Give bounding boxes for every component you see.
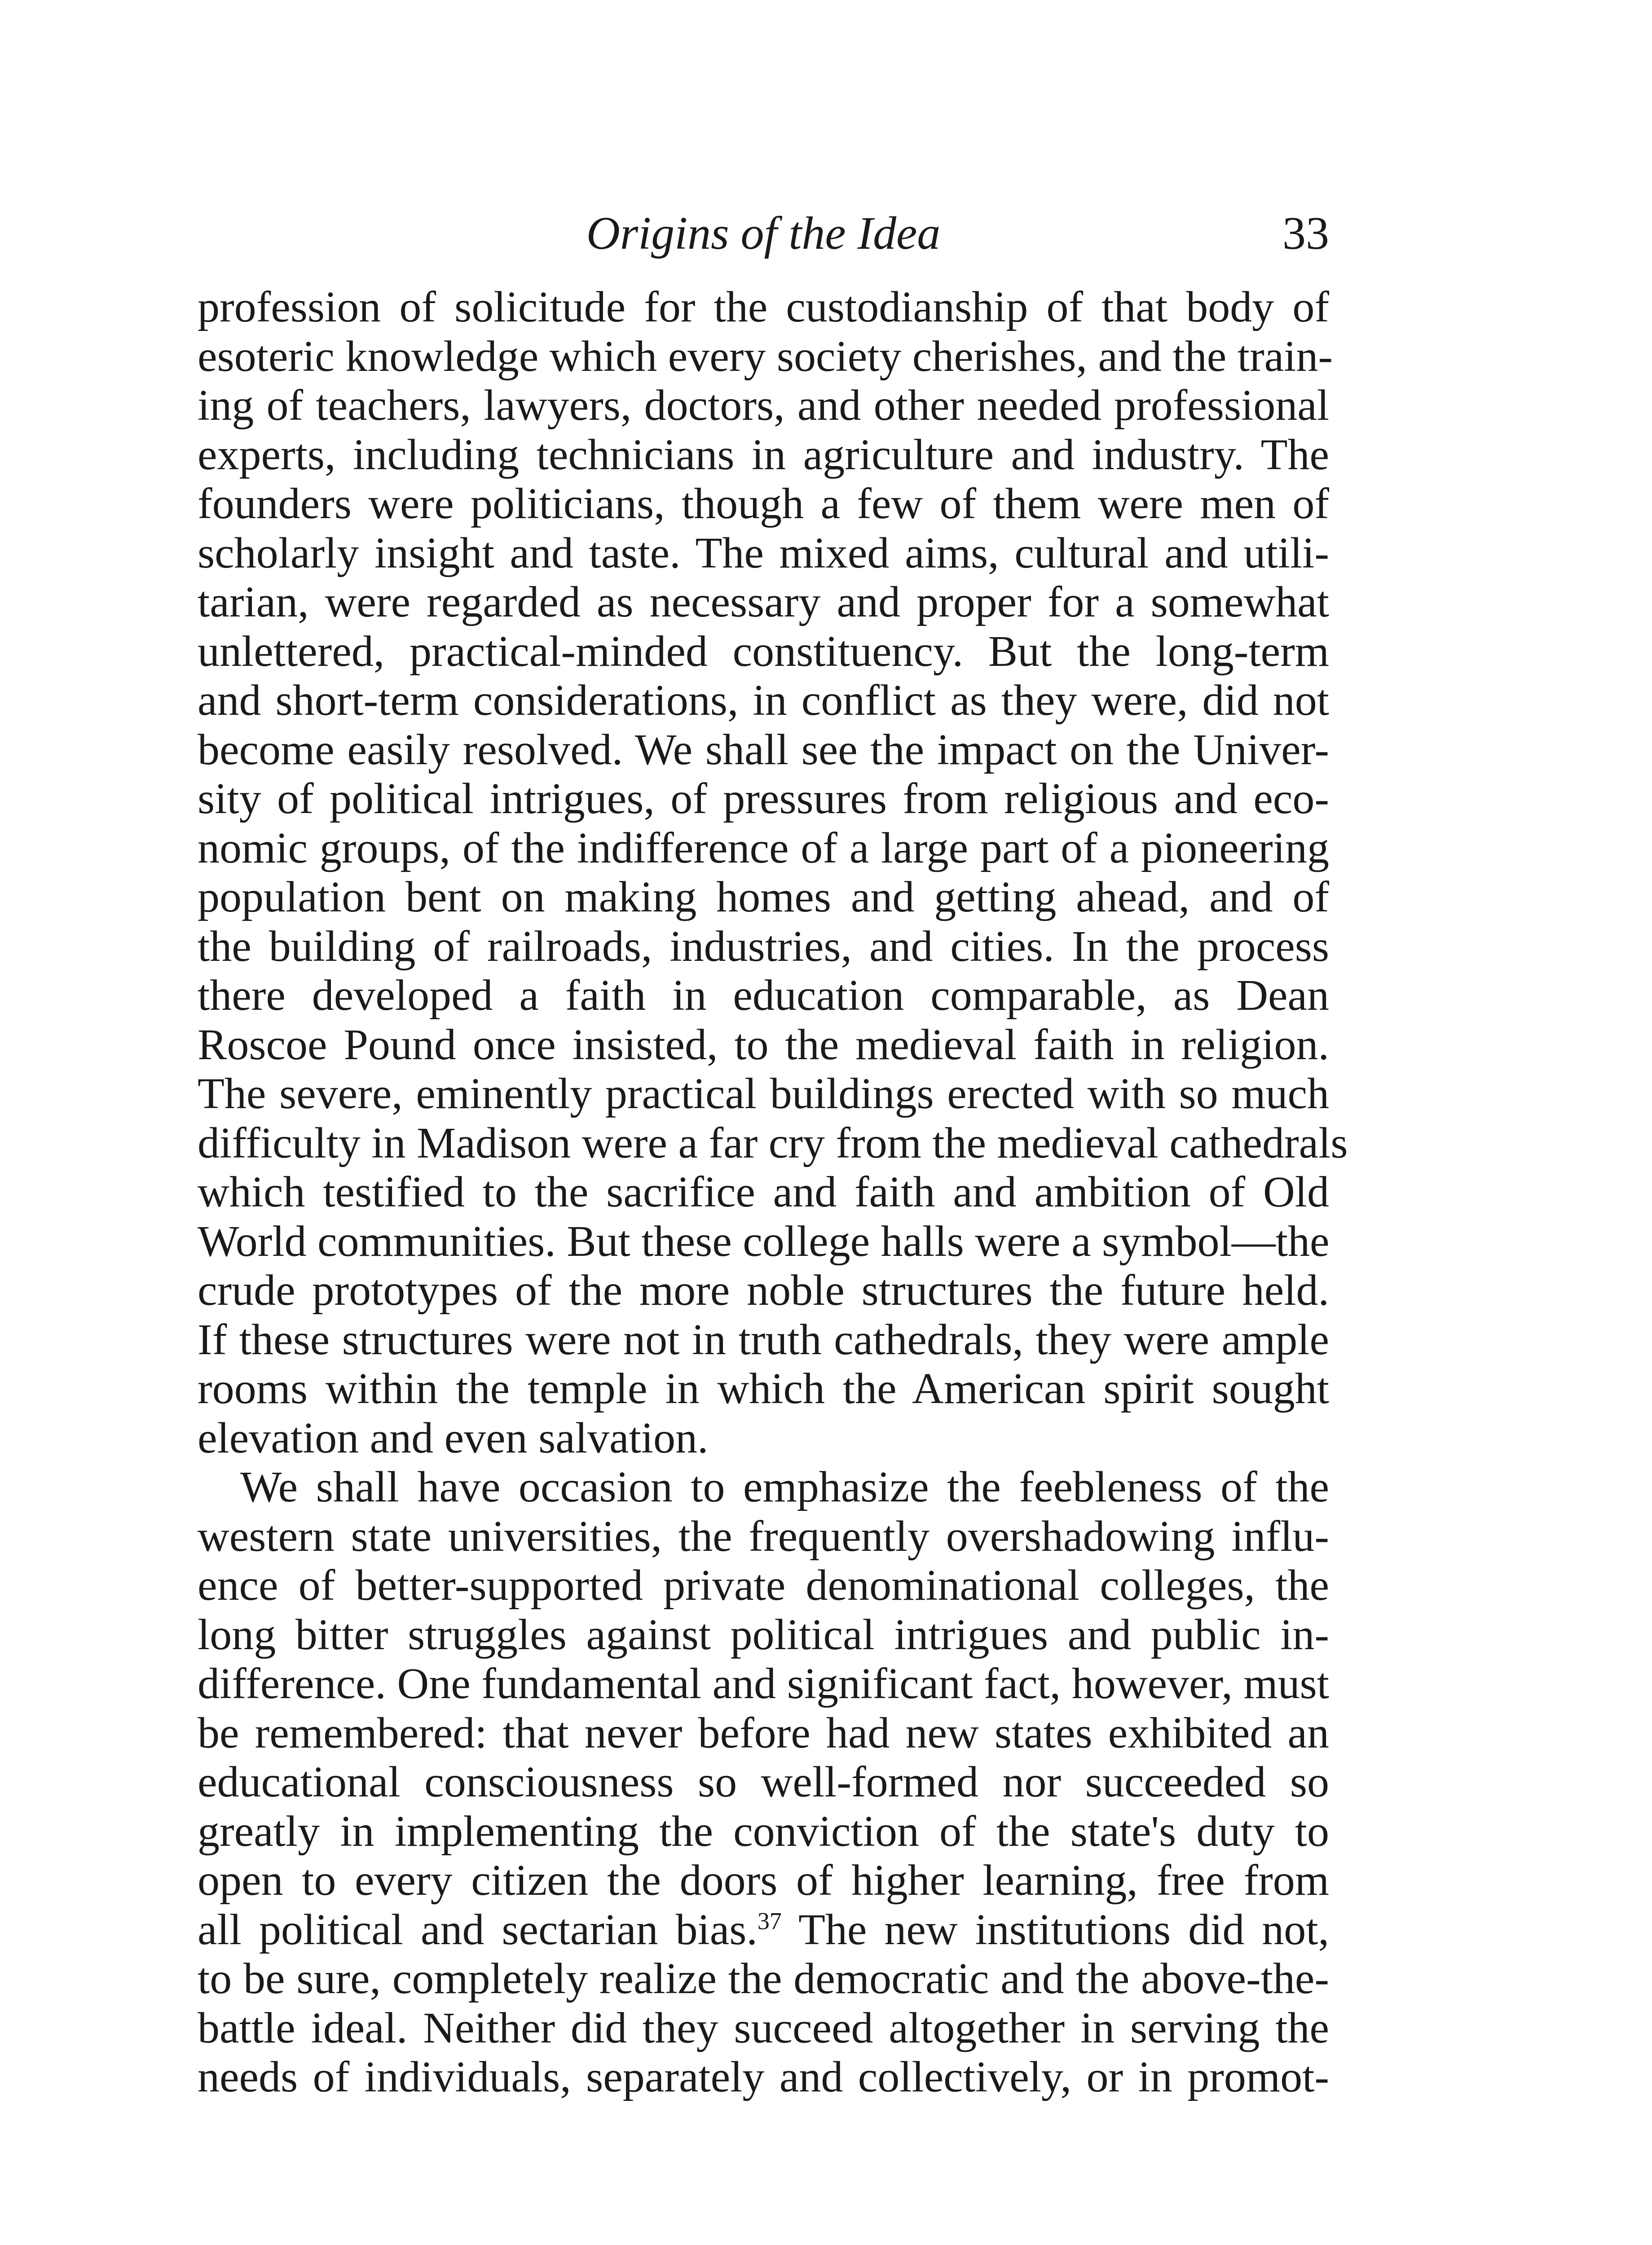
text-line: rooms within the temple in which the American spirit sought bbox=[198, 1365, 1329, 1413]
text-line: open to every citizen the doors of higher learning, free from bbox=[198, 1856, 1329, 1905]
text-line: scholarly insight and taste. The mixed aims, cultural and utili- bbox=[198, 528, 1329, 577]
footnote-reference[interactable]: 37 bbox=[757, 1907, 782, 1934]
text-line: the building of railroads, industries, and cities. In the process bbox=[198, 922, 1329, 971]
text-line: esoteric knowledge which every society cherishes, and the train- bbox=[198, 332, 1333, 381]
text-line: needs of individuals, separately and collectively, or in promot- bbox=[198, 2053, 1329, 2101]
text-line: unlettered, practical-minded constituency. But the long-term bbox=[198, 627, 1329, 676]
text-line: founders were politicians, though a few of them were men of bbox=[198, 480, 1329, 528]
text-line: nomic groups, of the indifference of a large part of a pioneering bbox=[198, 823, 1329, 872]
text-line: difficulty in Madison were a far cry from the medieval cathedrals bbox=[198, 1118, 1348, 1167]
text-line: which testified to the sacrifice and faith and ambition of Old bbox=[198, 1168, 1329, 1216]
running-head bbox=[198, 202, 1329, 265]
text-line: to be sure, completely realize the democratic and the above-the- bbox=[198, 1954, 1329, 2003]
text-fragment: all political and sectarian bias. bbox=[198, 1905, 758, 1954]
text-line: We shall have occasion to emphasize the feebleness of the bbox=[240, 1463, 1329, 1511]
text-line: crude prototypes of the more noble structures the future held. bbox=[198, 1266, 1329, 1315]
text-line: elevation and even salvation. bbox=[198, 1413, 709, 1462]
text-line: battle ideal. Neither did they succeed altogether in serving the bbox=[198, 2003, 1329, 2052]
text-line: long bitter struggles against political intrigues and public in- bbox=[198, 1610, 1329, 1659]
text-line: become easily resolved. We shall see the impact on the Univer- bbox=[198, 725, 1329, 774]
text-line: there developed a faith in education comparable, as Dean bbox=[198, 971, 1329, 1020]
text-line: World communities. But these college halls were a symbol—the bbox=[198, 1217, 1330, 1266]
text-line: If these structures were not in truth cathedrals, they were ample bbox=[198, 1315, 1329, 1364]
text-line: profession of solicitude for the custodianship of that body of bbox=[198, 283, 1329, 331]
text-line: educational consciousness so well-formed nor succeeded so bbox=[198, 1758, 1329, 1806]
text-line: experts, including technicians in agriculture and industry. The bbox=[198, 430, 1329, 479]
running-title: Origins of the Idea bbox=[586, 207, 941, 259]
text-line: difference. One fundamental and significant fact, however, must bbox=[198, 1660, 1329, 1708]
text-line: greatly in implementing the conviction of the state's duty to bbox=[198, 1807, 1329, 1856]
text-line: The severe, eminently practical buildings erected with so much bbox=[198, 1070, 1329, 1118]
text-line: ence of better-supported private denominational colleges, the bbox=[198, 1561, 1329, 1610]
text-line: Roscoe Pound once insisted, to the medieval faith in religion. bbox=[198, 1020, 1329, 1069]
text-line: population bent on making homes and getting ahead, and of bbox=[198, 873, 1329, 921]
text-line: western state universities, the frequently overshadowing influ- bbox=[198, 1512, 1329, 1561]
body-text bbox=[198, 283, 1348, 2102]
paragraph-1 bbox=[198, 283, 1348, 1463]
text-line: be remembered: that never before had new states exhibited an bbox=[198, 1708, 1329, 1757]
text-line: sity of political intrigues, of pressures from religious and eco- bbox=[198, 775, 1329, 823]
text-line: and short-term considerations, in conflict as they were, did not bbox=[198, 676, 1329, 725]
text-line: tarian, were regarded as necessary and proper for a somewhat bbox=[198, 578, 1329, 626]
text-fragment: The new institutions did not, bbox=[781, 1905, 1329, 1954]
paragraph-2 bbox=[198, 1463, 1329, 2102]
page-number: 33 bbox=[1282, 207, 1329, 259]
text-line-with-note bbox=[198, 1906, 1329, 1955]
text-line: ing of teachers, lawyers, doctors, and other needed professional bbox=[198, 381, 1329, 430]
